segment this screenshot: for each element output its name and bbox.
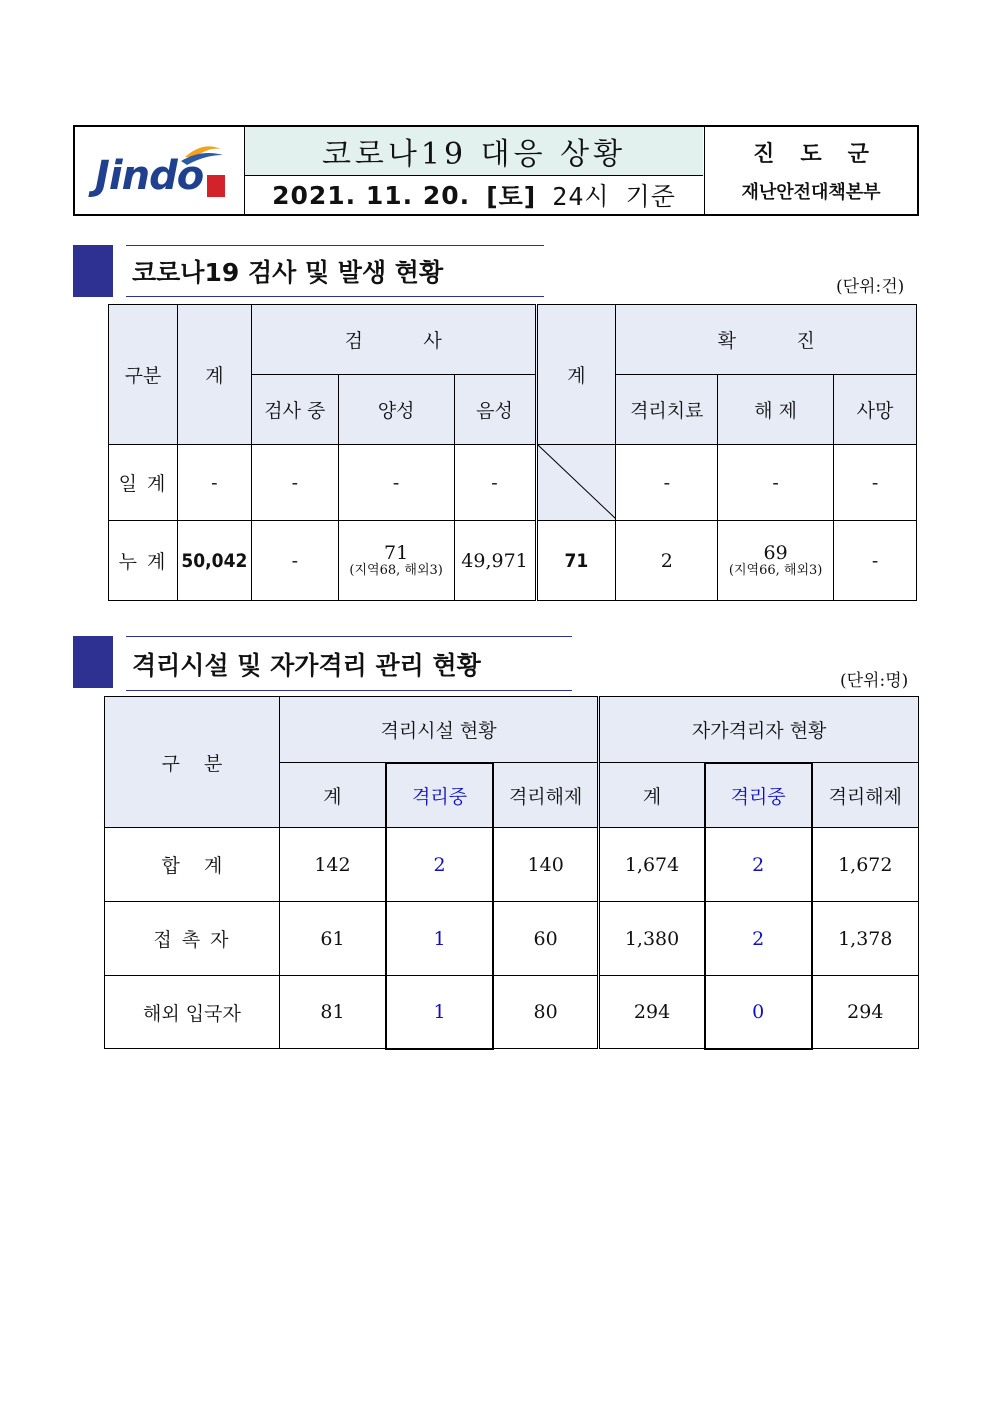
cell-total: 50,042 [177,521,251,601]
cell-testing: - [251,521,338,601]
cell-facility-released: 140 [493,828,599,902]
header-facility-released: 격리해제 [493,763,599,828]
cell-self-released: 1,672 [812,828,919,902]
org-name: 진도군 [753,141,895,167]
table-row [105,976,919,1049]
cell-negative: 49,971 [454,521,536,601]
date-value: 2021. 11. 20. [272,180,471,210]
section2-unit: (단위:명) [840,671,909,691]
section2-marker [73,636,113,688]
header-released: 해 제 [718,375,834,445]
cell-testing: - [251,445,338,521]
day-value: [토] [486,182,537,211]
cell-self-released: 1,378 [812,902,919,976]
logo-text: Jindo [95,153,204,199]
org-cell [705,127,917,214]
header-self-group: 자가격리자 현황 [599,697,919,763]
cell-released: - [718,445,834,521]
header-positive: 양성 [338,375,454,445]
row-label: 일 계 [109,445,178,521]
cell-self-in: 2 [705,902,812,976]
page-title: 코로나19 대응 상황 [245,127,703,176]
cell-self-total: 1,674 [599,828,705,902]
section1-marker [73,245,113,297]
header-test-group: 검 사 [251,305,536,375]
row-label: 접 촉 자 [105,902,280,976]
cell-self-released: 294 [812,976,919,1049]
cell-self-total: 294 [599,976,705,1049]
time-basis: 24시 기준 [552,182,676,211]
header-category: 구분 [109,305,178,445]
cell-facility-total: 81 [279,976,386,1049]
released-value: 69 [763,542,788,564]
cell-confirmed-total-empty [536,445,616,521]
cell-released [718,521,834,601]
header-facility-total: 계 [279,763,386,828]
cell-total: - [177,445,251,521]
cell-facility-total: 142 [279,828,386,902]
header-testing: 검사 중 [251,375,338,445]
cell-facility-total: 61 [279,902,386,976]
header-facility-group: 격리시설 현황 [279,697,599,763]
cell-death: - [834,521,917,601]
cell-facility-in: 1 [386,902,493,976]
cell-facility-released: 80 [493,976,599,1049]
report-header [73,125,919,216]
row-label: 해외 입국자 [105,976,280,1049]
cell-facility-in: 2 [386,828,493,902]
cell-negative: - [454,445,536,521]
header-category: 구 분 [105,697,280,828]
org-sub: 재난안전대책본부 [741,182,881,203]
header-self-total: 계 [599,763,705,828]
cell-facility-in: 1 [386,976,493,1049]
cell-isolation-treatment: - [616,445,718,521]
table-row [105,902,919,976]
report-date [245,176,703,214]
table-row [109,445,917,521]
header-total: 계 [177,305,251,445]
cell-confirmed-total: 71 [536,521,616,601]
row-label: 합 계 [105,828,280,902]
header-confirmed-group: 확 진 [616,305,917,375]
diagonal-line [538,445,616,519]
title-cell [245,127,705,214]
quarantine-table [104,696,919,1050]
header-confirmed-total: 계 [536,305,616,445]
header-negative: 음성 [454,375,536,445]
cell-self-total: 1,380 [599,902,705,976]
header-self-released: 격리해제 [812,763,919,828]
header-facility-in: 격리중 [386,763,493,828]
cell-facility-released: 60 [493,902,599,976]
section1-title: 코로나19 검사 및 발생 현황 [126,245,544,297]
table-row [109,521,917,601]
header-isolation-treatment: 격리치료 [616,375,718,445]
table-row [105,828,919,902]
row-label: 누 계 [109,521,178,601]
cell-self-in: 2 [705,828,812,902]
cell-death: - [834,445,917,521]
cell-positive: - [338,445,454,521]
section2-title: 격리시설 및 자가격리 관리 현황 [126,636,572,691]
positive-value: 71 [384,542,409,564]
header-self-in: 격리중 [705,763,812,828]
logo-cell [75,127,245,214]
header-death: 사망 [834,375,917,445]
cell-positive [338,521,454,601]
positive-detail: (지역68, 해외3) [349,563,443,578]
test-status-table [108,304,917,601]
released-detail: (지역66, 해외3) [728,563,823,578]
cell-isolation-treatment: 2 [616,521,718,601]
cell-self-in: 0 [705,976,812,1049]
section1-unit: (단위:건) [836,277,905,297]
